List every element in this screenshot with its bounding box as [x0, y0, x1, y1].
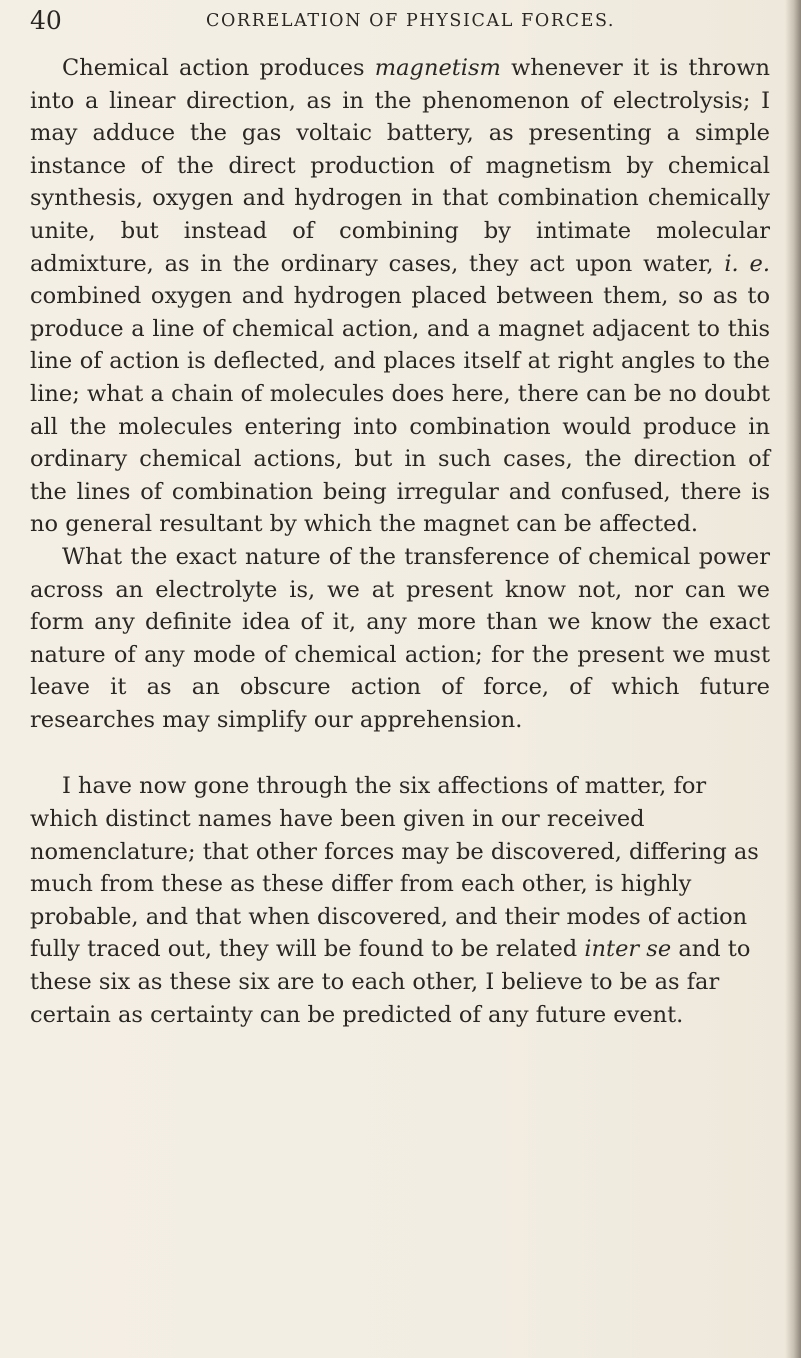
paragraph-3	[30, 770, 770, 1031]
paragraph-1-text-a: Chemical action produces	[62, 55, 375, 81]
paragraph-3-italic-inter-se: inter se	[584, 936, 672, 963]
paragraph-gap	[30, 736, 770, 770]
page-number: 40	[30, 6, 62, 35]
running-head: CORRELATION OF PHYSICAL FORCES.	[206, 11, 616, 31]
page-header	[30, 6, 770, 36]
body-text	[30, 52, 770, 1031]
paragraph-1-italic-ie: i. e.	[724, 250, 770, 277]
paragraph-3-text-c: and to these six as these six are to each other, I believe to be as far certain as certainty can be predicted of any future event.	[30, 936, 751, 1028]
paragraph-1-text-c: whenever it is thrown into a linear direction, as in the phenomenon of electrolysis; I may adduce the gas voltaic battery, as presenting a simple instance of the direct production of magnetism by chemical synthesis, oxygen and hydrogen in that combination chemically unite, but instead of combining by intimate molecular admixture, as in the ordinary cases, they act upon water,	[30, 55, 771, 277]
page-edge-shadow	[785, 0, 801, 1358]
paragraph-3-text-a: I have now gone through the six affections of matter, for which distinct names have been given in our received nomenclature; that other forces may be discovered, differing as much from these as these differ from each other, is highly probable, and that when discovered, and their modes of action fully traced out, they will be found to be related	[30, 773, 759, 963]
paragraph-1	[30, 52, 770, 541]
paragraph-2: What the exact nature of the transference of chemical power across an electrolyte is, we at present know not, nor can we form any definite idea of it, any more than we know the exact nature of any mode of chemical action; for the present we must leave it as an obscure action of force, of which future researches may simplify our apprehension.	[30, 543, 770, 733]
paragraph-1-text-e: combined oxygen and hydrogen placed between them, so as to produce a line of chemical action, and a magnet adjacent to this line of action is deflected, and places itself at right angles to the line; what a chain of molecules does here, there can be no doubt all the molecules entering into combination would produce in ordinary chemical actions, but in such cases, the direction of the lines of combination being irregular and confused, there is no general resultant by which the magnet can be affected.	[30, 283, 770, 538]
paragraph-1-italic-magnetism: magnetism	[374, 55, 501, 81]
